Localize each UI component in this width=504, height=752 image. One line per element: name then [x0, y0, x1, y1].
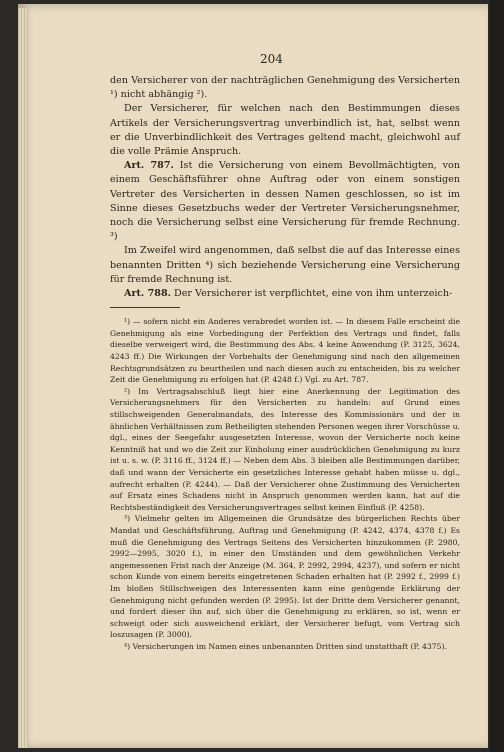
page-edges [18, 8, 28, 748]
article-heading: Art. 788. [124, 288, 171, 300]
page-number: 204 [260, 52, 283, 66]
paragraph-text: Ist die Versicherung von einem Bevollmächtigten, von einem Geschäftsführer ohne Auftrag oder von einem sonstigen Vertreter des Versicherten in dessen Namen geschlossen, so ist im Sinne dieses Gesetzbuchs weder der Vertreter Versicherungsnehmer, noch die Versicherung selbst eine Versicherung für fremde Rechnung. ³) [110, 160, 460, 243]
paragraph-text: Der Versicherer ist verpflichtet, eine von ihm unterzeich- [174, 288, 453, 300]
article-heading: Art. 787. [124, 160, 174, 172]
paragraph-text: Im Zweifel wird angenommen, daß selbst die auf das Interesse eines benannten Dritten ⁴) sich beziehende Versicherung eine Versicherung für fremde Rechnung ist. [110, 245, 460, 285]
footnote-separator [110, 307, 180, 308]
paragraph [110, 102, 460, 159]
main-text [110, 74, 460, 301]
paragraph [110, 159, 460, 244]
footnote: ³) Vielmehr gelten im Allgemeinen die Grundsätze des bürgerlichen Rechts über Mandat und Geschäftsführung, Auftrag und Genehmigung (P. 4242, 4374, 4378 f.) Es muß die Genehmigung des Vertrags Seitens des Versicherten hinzukommen (P. 2980, 2992—2995, 3020 f.), in einer den Umständen und dem gewöhnlichen Verkehr angemessenen Frist nach der Anzeige (M. 364, P. 2992, 2994, 4237), und sofern er nicht schon Kunde von einem bereits eingetretenen Schaden erhalten hat (P. 2992 f., 2999 f.) Im bloßen Stillschweigen des Interessenten kann eine genügende Erklärung der Genehmigung nicht gefunden werden (P. 2995). Ist der Dritte dem Versicherer genannt, und fordert dieser ihn auf, sich über die Genehmigung zu erklären, so ist, wenn er schweigt oder sich ausweichend erklärt, der Versicherer befugt, vom Vertrag sich loszusagen (P. 3000). [110, 514, 460, 640]
paragraph-text: den Versicherer von der nachträglichen Genehmigung des Versicherten ¹) nicht abhängig ²). [110, 75, 460, 101]
paragraph-text: Der Versicherer, für welchen nach den Bestimmungen dieses Artikels der Versicherungsvertrag unverbindlich ist, hat, selbst wenn er die Unverbindlichkeit des Vertrages geltend macht, gleichwohl auf die volle Prämie Anspruch. [110, 103, 460, 158]
paragraph [110, 74, 460, 102]
footnotes [110, 316, 460, 652]
scan-border [490, 0, 504, 752]
footnote: ⁴) Versicherungen im Namen eines unbenannten Dritten sind unstatthaft (P. 4375). [124, 641, 447, 651]
paragraph [110, 287, 460, 301]
page-content [110, 48, 460, 652]
paragraph [110, 244, 460, 287]
footnote: ¹) — sofern nicht ein Anderes verabredet worden ist. — In diesem Falle erscheint die Genehmigung als eine Vorbedingung der Perfektion des Vertrags und findet, falls dieselbe verweigert wird, die Bestimmung des Abs. 4 keine Anwendung (P. 3125, 3624, 4243 ff.) Die Wirkungen der Vorbehalts der Genehmigung sind nach den allgemeinen Rechtsgrundsätzen zu beurtheilen und nach diesen auch zu entscheiden, bis zu welcher Zeit die Genehmigung zu erfolgen hat (P. 4248 f.) Vgl. zu Art. 787. [110, 317, 460, 385]
footnote: ²) Im Vertragsabschluß liegt hier eine Anerkennung der Legitimation des Versicherungsnehmers für den Versicherten zu handeln: auf Grund eines stillschweigenden Generalmandats, des Interesse des Kommissionärs und der in ähnlichen Verhältnissen zum Betheiligten stehenden Personen wegen ihrer Vorschüsse u. dgl., eines der Seegefahr ausgesetzten Interesse, wovon der Versicherte noch keine Kenntniß hat und wo die Zeit zur Einholung einer ausdrücklichen Genehmigung zu kurz ist u. s. w. (P. 3116 ff., 3124 ff.) — Neben dem Abs. 3 bleiben alle Bestimmungen darüber, daß und wann der Versicherte ein gesetzliches Interesse gehabt haben müsse u. dgl., aufrecht erhalten (P. 4244). — Daß der Versicherer ohne Zustimmung des Versicherten auf Ersatz eines Schadens nicht in Anspruch genommen werden kann, hat auf die Rechtsbeständigkeit des Versicherungsvertrages selbst keinen Einfluß (P. 4258). [110, 386, 460, 512]
